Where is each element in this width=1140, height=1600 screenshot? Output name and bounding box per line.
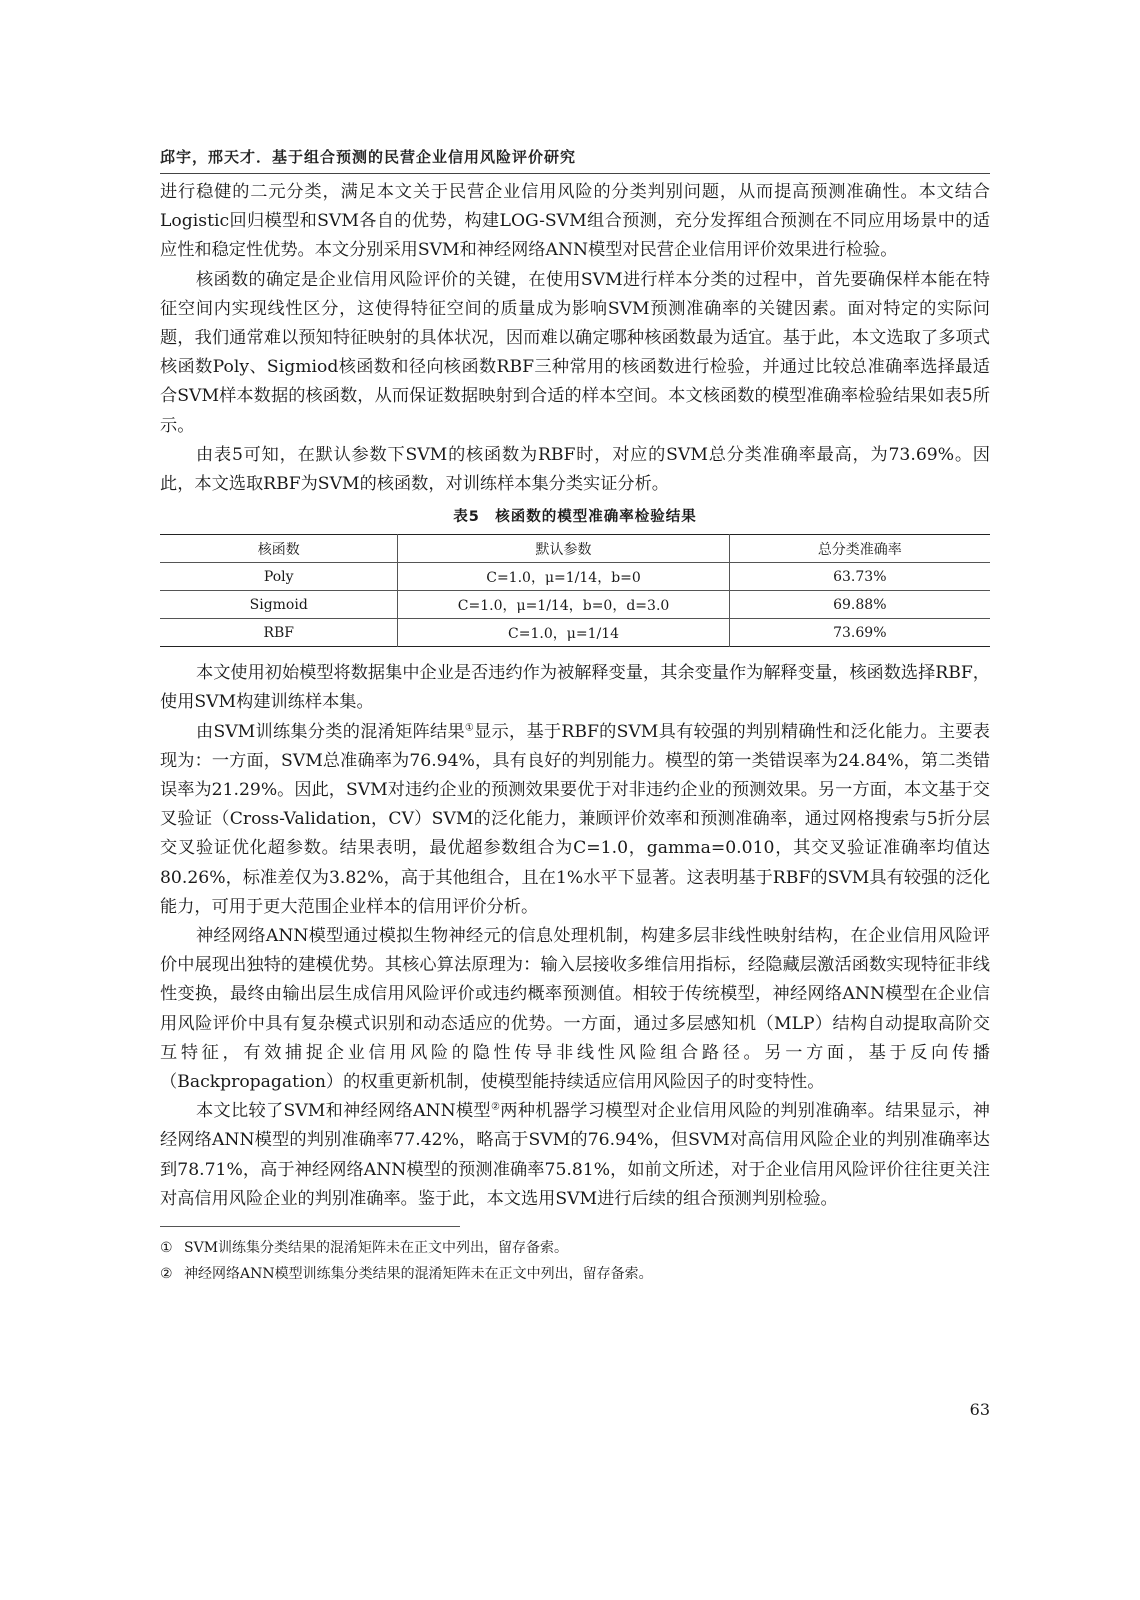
page-number: 63	[969, 1400, 990, 1419]
table-caption: 表5 核函数的模型准确率检验结果	[453, 509, 697, 526]
table-cell: C=1.0，μ=1/14，b=0	[398, 563, 729, 591]
table-header-row	[160, 535, 990, 563]
table-cell: Poly	[263, 568, 294, 585]
article-body	[160, 178, 990, 1287]
footnote-mark: ②	[160, 1266, 173, 1283]
table-cell: C=1.0，μ=1/14，b=0，d=3.0	[398, 591, 729, 619]
paragraph-1: 进行稳健的二元分类，满足本文关于民营企业信用风险的分类判别问题，从而提高预测准确性。本文结合Logistic回归模型和SVM各自的优势，构建LOG-SVM组合预测，充分发挥组合预测在不同应用场景中的适应性和稳定性优势。本文分别采用SVM和神经网络ANN模型对民营企业信用评价效果进行检验。	[160, 182, 990, 261]
table-header-cell: 总分类准确率	[729, 535, 990, 563]
paragraph-4: 本文使用初始模型将数据集中企业是否违约作为被解释变量，其余变量作为解释变量，核函数选择RBF，使用SVM构建训练样本集。	[160, 663, 990, 713]
footnote-2	[160, 1261, 990, 1287]
footnote-divider	[160, 1226, 460, 1227]
paragraph-6: 神经网络ANN模型通过模拟生物神经元的信息处理机制，构建多层非线性映射结构，在企业信用风险评价中展现出独特的建模优势。其核心算法原理为：输入层接收多维信用指标，经隐藏层激活函数实现特征非线性变换，最终由输出层生成信用风险评价或违约概率预测值。相较于传统模型，神经网络ANN模型在企业信用风险评价中具有复杂模式识别和动态适应的优势。一方面，通过多层感知机（MLP）结构自动提取高阶交互特征，有效捕捉企业信用风险的隐性传导非线性风险组合路径。另一方面，基于反向传播（Backpropagation）的权重更新机制，使模型能持续适应信用风险因子的时变特性。	[160, 926, 990, 1093]
footnote-mark: ①	[160, 1240, 173, 1257]
table-header-cell: 默认参数	[398, 535, 729, 563]
table-cell: 69.88%	[729, 591, 990, 619]
table-header-cell: 核函数	[257, 541, 300, 558]
paragraph-5-part-a: 由SVM训练集分类的混淆矩阵结果	[196, 721, 465, 742]
paragraph-7	[160, 1097, 990, 1214]
table-row	[160, 563, 990, 591]
table-row	[160, 619, 990, 647]
footnote-ref-1[interactable]: ①	[464, 721, 475, 733]
footnote-1	[160, 1235, 990, 1261]
paragraph-5-part-b: 显示，基于RBF的SVM具有较强的判别精确性和泛化能力。主要表现为：一方面，SVM总准确率为76.94%，具有良好的判别能力。模型的第一类错误率为24.84%，第二类错误率为21.29%。因此，SVM对违约企业的预测效果要优于对非违约企业的预测效果。另一方面，本文基于交叉验证（Cross-Validation，CV）SVM的泛化能力，兼顾评价效率和预测准确率，通过网格搜索与5折分层交叉验证优化超参数。结果表明，最优超参数组合为C=1.0，gamma=0.010，其交叉验证准确率均值达80.26%，标准差仅为3.82%，高于其他组合，且在1%水平下显著。这表明基于RBF的SVM具有较强的泛化能力，可用于更大范围企业样本的信用评价分析。	[160, 721, 990, 917]
paragraph-3: 由表5可知，在默认参数下SVM的核函数为RBF时，对应的SVM总分类准确率最高，为73.69%。因此，本文选取RBF为SVM的核函数，对训练样本集分类实证分析。	[160, 444, 990, 495]
table-cell: Sigmoid	[249, 596, 308, 613]
kernel-accuracy-table	[160, 534, 990, 647]
table-cell: C=1.0，μ=1/14	[398, 619, 729, 647]
footnote-text: 神经网络ANN模型训练集分类结果的混淆矩阵未在正文中列出，留存备索。	[184, 1266, 653, 1283]
footnote-ref-2[interactable]: ②	[490, 1101, 501, 1113]
paragraph-2: 核函数的确定是企业信用风险评价的关键，在使用SVM进行样本分类的过程中，首先要确保样本能在特征空间内实现线性区分，这使得特征空间的质量成为影响SVM预测准确率的关键因素。面对特定的实际问题，我们通常难以预知特征映射的具体状况，因而难以确定哪种核函数最为适宜。基于此，本文选取了多项式核函数Poly、Sigmiod核函数和径向核函数RBF三种常用的核函数进行检验，并通过比较总准确率选择最适合SVM样本数据的核函数，从而保证数据映射到合适的样本空间。本文核函数的模型准确率检验结果如表5所示。	[160, 269, 990, 436]
paragraph-7-part-a: 本文比较了SVM和神经网络ANN模型	[196, 1101, 491, 1122]
running-header: 邱宇，邢天才．基于组合预测的民营企业信用风险评价研究	[160, 146, 990, 174]
table-cell: RBF	[263, 624, 294, 641]
table-row	[160, 591, 990, 619]
footnote-text: SVM训练集分类结果的混淆矩阵未在正文中列出，留存备索。	[184, 1240, 569, 1257]
table-cell: 73.69%	[729, 619, 990, 647]
paragraph-5	[160, 718, 990, 922]
table-cell: 63.73%	[729, 563, 990, 591]
paragraph-7-part-b: 两种机器学习模型对企业信用风险的判别准确率。结果显示，神经网络ANN模型的判别准确率77.42%，略高于SVM的76.94%，但SVM对高信用风险企业的判别准确率达到78.71%，高于神经网络ANN模型的预测准确率75.81%，如前文所述，对于企业信用风险评价往往更关注对高信用风险企业的判别准确率。鉴于此，本文选用SVM进行后续的组合预测判别检验。	[160, 1101, 990, 1209]
